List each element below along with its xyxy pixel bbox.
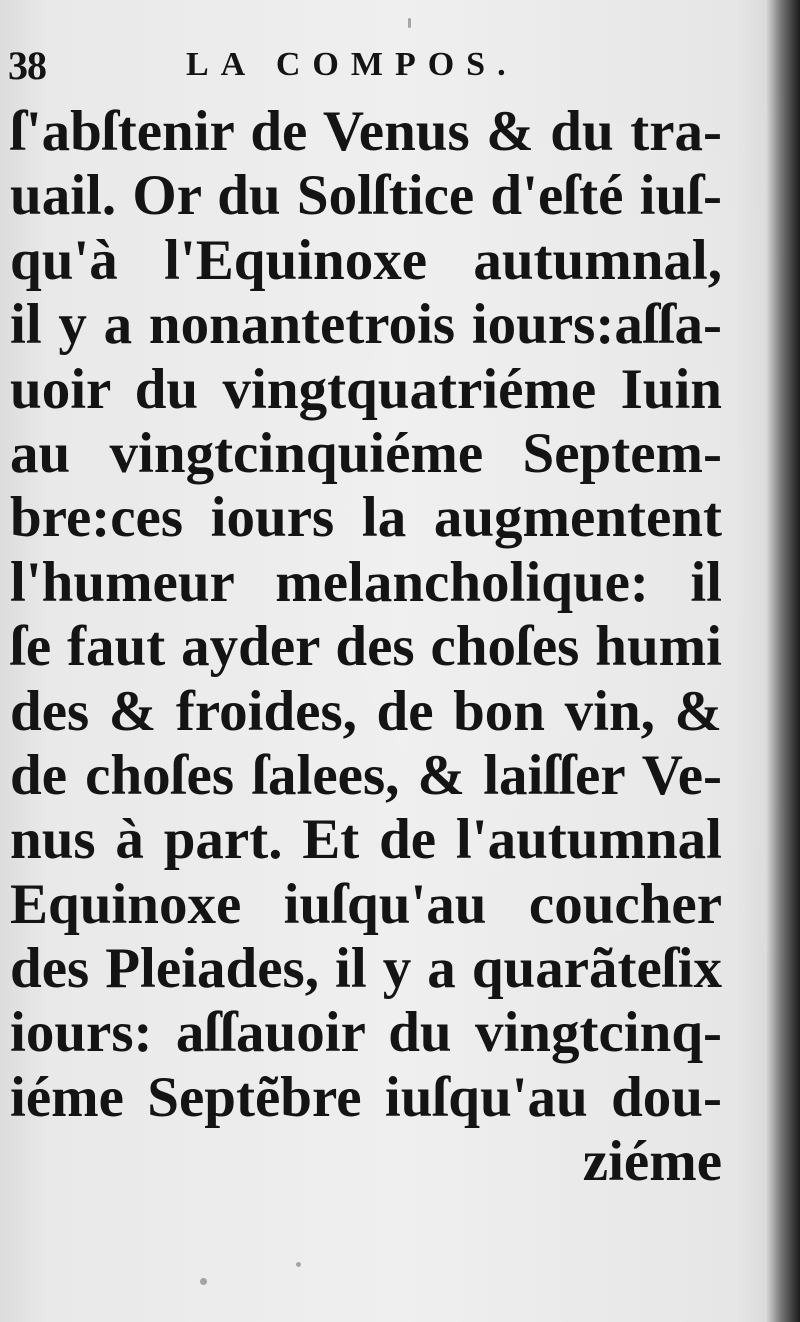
catchword: ziéme [582,1130,722,1194]
text-line: des & froides, de bon vin, & [10,679,722,743]
text-line: au vingtcinquiéme Septem- [10,421,722,485]
text-line: ſ'abſtenir de Venus & du tra- [10,100,722,163]
page-header [8,34,728,94]
text-line: nus à part. Et de l'autumnal [10,808,722,872]
text-line: il y a nonantetrois iours:aſſa- [10,293,722,357]
text-line: bre:ces iours la augmentent [10,486,722,550]
ink-speck [296,1262,301,1267]
text-line: uail. Or du Solſtice d'eſté iuſ- [10,164,722,228]
ink-speck [408,18,411,28]
text-line: iéme Septẽbre iuſqu'au dou- [10,1065,722,1129]
text-line: des Pleiades, il y a quarãteſix [10,937,722,1001]
text-line: iours: aſſauoir du vingtcinq- [10,1001,722,1065]
text-line: de choſes ſalees, & laiſſer Ve- [10,743,722,807]
ink-speck [200,1278,207,1285]
text-line: l'humeur melancholique: il [10,550,722,614]
text-line: ſe faut ayder des choſes humi [10,615,722,679]
running-head: LA COMPOS. [186,46,518,83]
text-line: qu'à l'Equinoxe autumnal, [10,228,722,292]
page-spine-shadow [766,0,800,1322]
page-number: 38 [8,43,46,88]
text-line: Equinoxe iuſqu'au coucher [10,872,722,936]
text-line: uoir du vingtquatriéme Iuin [10,357,722,421]
body-text [10,100,722,1195]
